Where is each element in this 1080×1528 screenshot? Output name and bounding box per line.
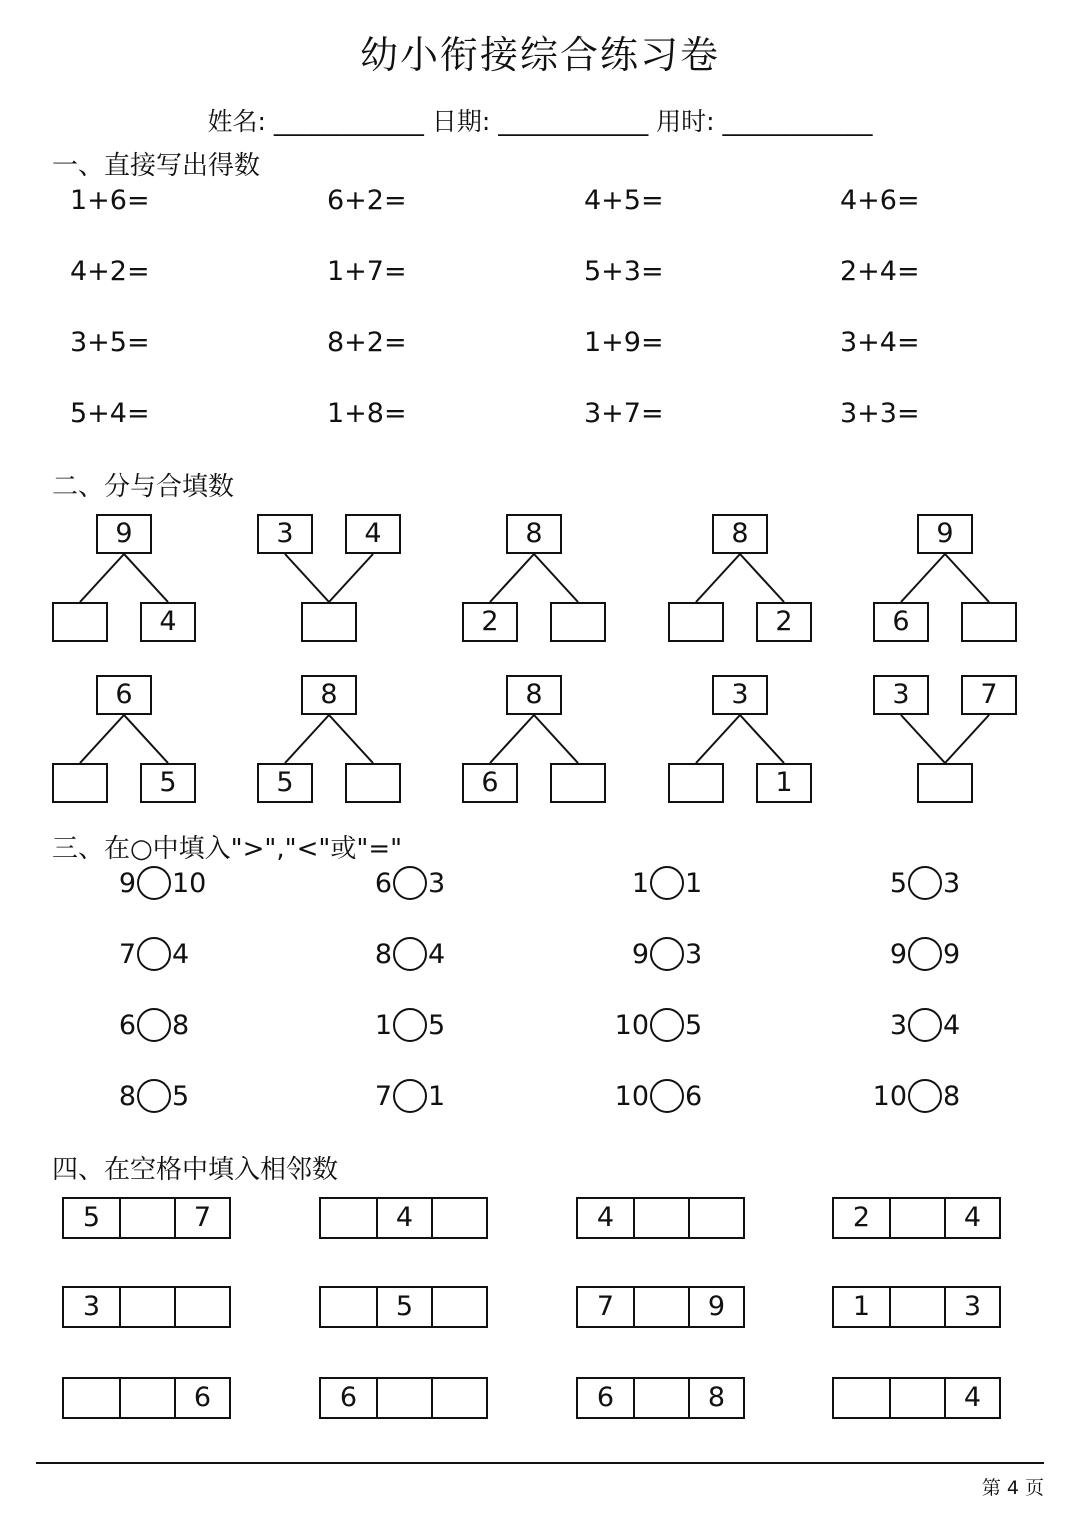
bond-line	[945, 715, 989, 763]
bond-total-box: 8	[506, 675, 562, 715]
strip-cell[interactable]	[633, 1288, 688, 1326]
equation: 6+2=	[327, 185, 407, 216]
bond-total-box[interactable]	[301, 602, 357, 642]
answer-circle[interactable]	[650, 937, 684, 971]
left-number: 9	[118, 867, 136, 899]
strip-cell: 7	[596, 1291, 615, 1322]
answer-circle[interactable]	[908, 937, 942, 971]
strip-cell[interactable]	[889, 1379, 944, 1417]
comparison-item	[609, 866, 702, 900]
comparison-item	[96, 1079, 189, 1113]
comparison-item	[609, 1079, 702, 1113]
left-number: 5	[889, 867, 907, 899]
number-strip	[319, 1197, 488, 1239]
name-label: 姓名:	[207, 107, 274, 136]
answer-circle[interactable]	[393, 1079, 427, 1113]
bond-line	[285, 554, 329, 602]
section3-title: 三、在○中填入">","<"或"="	[52, 834, 403, 864]
bond-line	[696, 554, 740, 602]
strip-cell: 6	[596, 1382, 615, 1413]
answer-circle[interactable]	[650, 1008, 684, 1042]
equation: 3+7=	[584, 398, 664, 429]
right-number: 3	[428, 867, 446, 899]
bond-part-box[interactable]	[550, 602, 606, 642]
equation: 1+6=	[70, 185, 150, 216]
bond-total-box: 8	[506, 514, 562, 554]
strip-cell: 3	[82, 1291, 101, 1322]
comparison-item	[352, 1008, 445, 1042]
answer-circle[interactable]	[137, 937, 171, 971]
section2-title: 二、分与合填数	[52, 472, 235, 502]
equation: 4+2=	[70, 256, 150, 287]
bond-total-box: 9	[96, 514, 152, 554]
comparison-item	[867, 866, 960, 900]
comparison-item	[609, 937, 702, 971]
strip-cell: 8	[688, 1379, 743, 1417]
answer-circle[interactable]	[908, 1079, 942, 1113]
bond-total-box: 8	[712, 514, 768, 554]
number-strip	[576, 1197, 745, 1239]
bond-line	[490, 554, 534, 602]
strip-cell: 4	[596, 1202, 615, 1233]
strip-cell[interactable]	[633, 1379, 688, 1417]
equation: 4+5=	[584, 185, 664, 216]
number-strip	[832, 1377, 1001, 1419]
strip-cell: 7	[174, 1199, 229, 1237]
bond-part-box[interactable]	[345, 763, 401, 803]
left-number: 1	[631, 867, 649, 899]
right-number: 9	[943, 938, 961, 970]
strip-cell: 4	[944, 1199, 999, 1237]
right-number: 5	[428, 1009, 446, 1041]
comparison-item	[96, 866, 206, 900]
equation: 5+4=	[70, 398, 150, 429]
bond-part-box: 2	[756, 602, 812, 642]
bond-line	[80, 715, 124, 763]
left-number: 3	[889, 1009, 907, 1041]
right-number: 5	[172, 1080, 190, 1112]
comparison-item	[352, 1079, 445, 1113]
date-blank[interactable]: ____________	[498, 107, 649, 136]
bond-total-box[interactable]	[917, 763, 973, 803]
right-number: 10	[172, 867, 207, 899]
left-number: 9	[631, 938, 649, 970]
comparison-item	[867, 937, 960, 971]
bond-line	[740, 554, 784, 602]
bond-line	[329, 715, 373, 763]
strip-cell[interactable]	[688, 1199, 743, 1237]
left-number: 9	[889, 938, 907, 970]
name-blank[interactable]: ____________	[273, 107, 424, 136]
right-number: 6	[685, 1080, 703, 1112]
answer-circle[interactable]	[650, 866, 684, 900]
comparison-item	[609, 1008, 702, 1042]
left-number: 8	[374, 938, 392, 970]
number-strip	[62, 1197, 231, 1239]
comparison-item	[96, 937, 189, 971]
strip-cell: 6	[174, 1379, 229, 1417]
bond-line	[329, 554, 373, 602]
answer-circle[interactable]	[137, 1079, 171, 1113]
strip-cell: 6	[339, 1382, 358, 1413]
bond-line	[696, 715, 740, 763]
bond-line	[534, 554, 578, 602]
bond-total-box: 9	[917, 514, 973, 554]
bond-part-box: 4	[345, 514, 401, 554]
bond-part-box: 1	[756, 763, 812, 803]
strip-cell[interactable]	[889, 1199, 944, 1237]
right-number: 4	[172, 938, 190, 970]
strip-cell[interactable]	[633, 1199, 688, 1237]
right-number: 3	[943, 867, 961, 899]
strip-cell: 5	[82, 1202, 101, 1233]
right-number: 5	[685, 1009, 703, 1041]
bond-line	[124, 715, 168, 763]
left-number: 8	[118, 1080, 136, 1112]
bond-line	[740, 715, 784, 763]
date-label: 日期:	[431, 107, 499, 136]
strip-cell: 9	[688, 1288, 743, 1326]
strip-cell[interactable]	[431, 1199, 486, 1237]
time-label: 用时:	[656, 107, 723, 136]
bond-line	[901, 715, 945, 763]
bond-part-box[interactable]	[668, 602, 724, 642]
bond-part-box: 6	[873, 602, 929, 642]
strip-cell: 3	[944, 1288, 999, 1326]
strip-cell[interactable]	[119, 1288, 174, 1326]
number-strip	[319, 1286, 488, 1328]
number-strip	[62, 1286, 231, 1328]
number-strip	[62, 1377, 231, 1419]
left-number: 6	[118, 1009, 136, 1041]
bond-total-box: 3	[712, 675, 768, 715]
bond-line	[490, 715, 534, 763]
strip-cell[interactable]	[431, 1288, 486, 1326]
strip-cell[interactable]	[119, 1379, 174, 1417]
bond-line	[80, 554, 124, 602]
strip-cell: 4	[944, 1379, 999, 1417]
bond-part-box: 3	[873, 675, 929, 715]
strip-cell[interactable]	[321, 1199, 376, 1237]
page-title: 幼小衔接综合练习卷	[359, 33, 720, 77]
bond-line	[124, 554, 168, 602]
number-strip	[319, 1377, 488, 1419]
strip-cell[interactable]	[64, 1379, 119, 1417]
answer-circle[interactable]	[393, 937, 427, 971]
bond-total-box: 6	[96, 675, 152, 715]
left-number: 7	[118, 938, 136, 970]
strip-cell: 4	[376, 1199, 431, 1237]
left-number: 1	[374, 1009, 392, 1041]
bond-part-box: 5	[140, 763, 196, 803]
bond-part-box: 5	[257, 763, 313, 803]
equation: 2+4=	[840, 256, 920, 287]
right-number: 8	[943, 1080, 961, 1112]
bond-part-box[interactable]	[52, 602, 108, 642]
bond-part-box[interactable]	[961, 602, 1017, 642]
answer-circle[interactable]	[908, 866, 942, 900]
answer-circle[interactable]	[137, 866, 171, 900]
bond-total-box: 8	[301, 675, 357, 715]
right-number: 1	[685, 867, 703, 899]
time-blank[interactable]: ____________	[722, 107, 873, 136]
bond-part-box[interactable]	[668, 763, 724, 803]
answer-circle[interactable]	[393, 866, 427, 900]
equation: 8+2=	[327, 327, 407, 358]
strip-cell[interactable]	[431, 1379, 486, 1417]
bond-line	[945, 554, 989, 602]
equation: 5+3=	[584, 256, 664, 287]
comparison-item	[352, 937, 445, 971]
bond-part-box[interactable]	[52, 763, 108, 803]
strip-cell: 5	[376, 1288, 431, 1326]
left-number: 10	[614, 1080, 649, 1112]
comparison-item	[867, 1079, 960, 1113]
equation: 1+9=	[584, 327, 664, 358]
answer-circle[interactable]	[650, 1079, 684, 1113]
equation: 1+8=	[327, 398, 407, 429]
answer-circle[interactable]	[393, 1008, 427, 1042]
strip-cell: 2	[852, 1202, 871, 1233]
equation: 4+6=	[840, 185, 920, 216]
strip-cell[interactable]	[376, 1379, 431, 1417]
right-number: 3	[685, 938, 703, 970]
bond-line	[901, 554, 945, 602]
bond-part-box[interactable]	[550, 763, 606, 803]
right-number: 1	[428, 1080, 446, 1112]
bond-part-box: 2	[462, 602, 518, 642]
right-number: 4	[943, 1009, 961, 1041]
equation: 3+4=	[840, 327, 920, 358]
comparison-item	[96, 1008, 189, 1042]
equation: 3+5=	[70, 327, 150, 358]
left-number: 10	[614, 1009, 649, 1041]
section4-title: 四、在空格中填入相邻数	[52, 1155, 339, 1185]
equation: 3+3=	[840, 398, 920, 429]
answer-circle[interactable]	[908, 1008, 942, 1042]
answer-circle[interactable]	[137, 1008, 171, 1042]
left-number: 6	[374, 867, 392, 899]
bond-part-box: 6	[462, 763, 518, 803]
comparison-item	[867, 1008, 960, 1042]
bond-part-box: 7	[961, 675, 1017, 715]
equation: 1+7=	[327, 256, 407, 287]
bond-line	[285, 715, 329, 763]
section1-title: 一、直接写出得数	[52, 151, 261, 181]
strip-cell[interactable]	[889, 1288, 944, 1326]
strip-cell[interactable]	[321, 1288, 376, 1326]
page-number: 第 4 页	[981, 1477, 1044, 1499]
strip-cell: 1	[852, 1291, 871, 1322]
left-number: 7	[374, 1080, 392, 1112]
right-number: 8	[172, 1009, 190, 1041]
left-number: 10	[872, 1080, 907, 1112]
strip-cell[interactable]	[119, 1199, 174, 1237]
bond-line	[534, 715, 578, 763]
strip-cell[interactable]	[834, 1379, 889, 1417]
number-strip	[576, 1377, 745, 1419]
right-number: 4	[428, 938, 446, 970]
number-strip	[832, 1286, 1001, 1328]
bond-part-box: 4	[140, 602, 196, 642]
comparison-item	[352, 866, 445, 900]
number-strip	[576, 1286, 745, 1328]
strip-cell[interactable]	[174, 1288, 229, 1326]
footer-rule	[36, 1462, 1044, 1464]
number-strip	[832, 1197, 1001, 1239]
bond-part-box: 3	[257, 514, 313, 554]
